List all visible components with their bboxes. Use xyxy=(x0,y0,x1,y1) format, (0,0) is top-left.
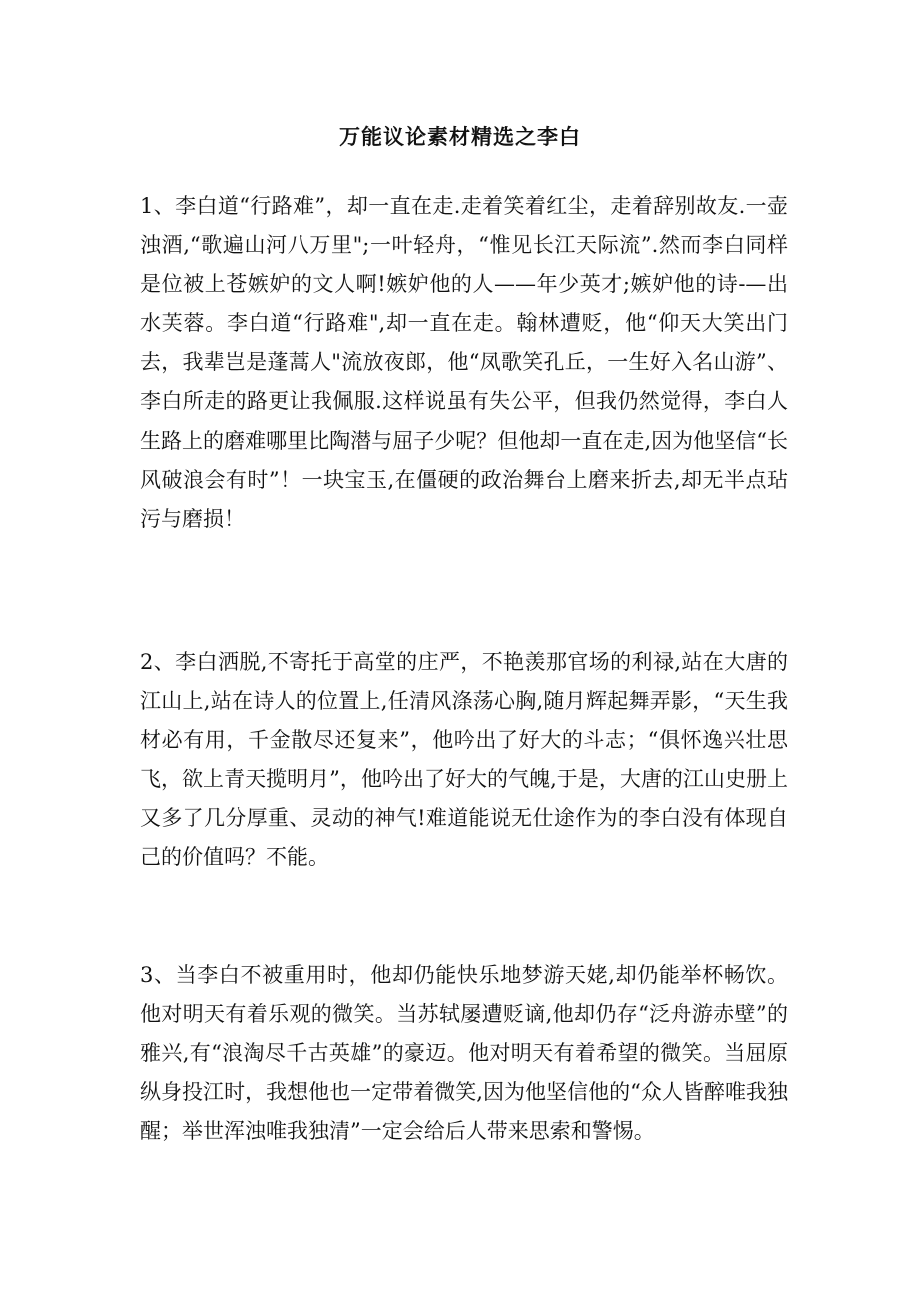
paragraph-2: 2、李白洒脱,不寄托于高堂的庄严，不艳羡那官场的利禄,站在大唐的江山上,站在诗人的位置上,任清风涤荡心胸,随月辉起舞弄影，“天生我材必有用，千金散尽还复来”，他吟出了好大的斗志；“俱怀逸兴壮思飞，欲上青天揽明月”，他吟出了好大的气魄,于是，大唐的江山史册上又多了几分厚重、灵动的神气!难道能说无仕途作为的李白没有体现自己的价值吗？不能。 xyxy=(140,650,788,870)
paragraph-3: 3、当李白不被重用时，他却仍能快乐地梦游天姥,却仍能举杯畅饮。他对明天有着乐观的微笑。当苏轼屡遭贬谪,他却仍存“泛舟游赤壁”的雅兴,有“浪淘尽千古英雄”的豪迈。他对明天有着希望的微笑。当屈原纵身投江时，我想他也一定带着微笑,因为他坚信他的“众人皆醉唯我独醒；举世浑浊唯我独清”一定会给后人带来思索和警惕。 xyxy=(140,963,788,1144)
document-title: 万能议论素材精选之李白 xyxy=(339,124,581,149)
paragraph-1: 1、李白道“行路难”，却一直在走.走着笑着红尘，走着辞别故友.一壶浊酒,“歌遍山河八万里";一叶轻舟，“惟见长江天际流”.然而李白同样是位被上苍嫉妒的文人啊!嫉妒他的人——年少英才;嫉妒他的诗-—出水芙蓉。李白道“行路难",却一直在走。翰林遭贬，他“仰天大笑出门去，我辈岂是蓬蒿人"流放夜郎，他“凤歌笑孔丘，一生好入名山游”、李白所走的路更让我佩服.这样说虽有失公平，但我仍然觉得，李白人生路上的磨难哪里比陶潜与屈子少呢？但他却一直在走,因为他坚信“长风破浪会有时”！一块宝玉,在僵硬的政治舞台上磨来折去,却无半点玷污与磨损！ xyxy=(140,194,788,531)
